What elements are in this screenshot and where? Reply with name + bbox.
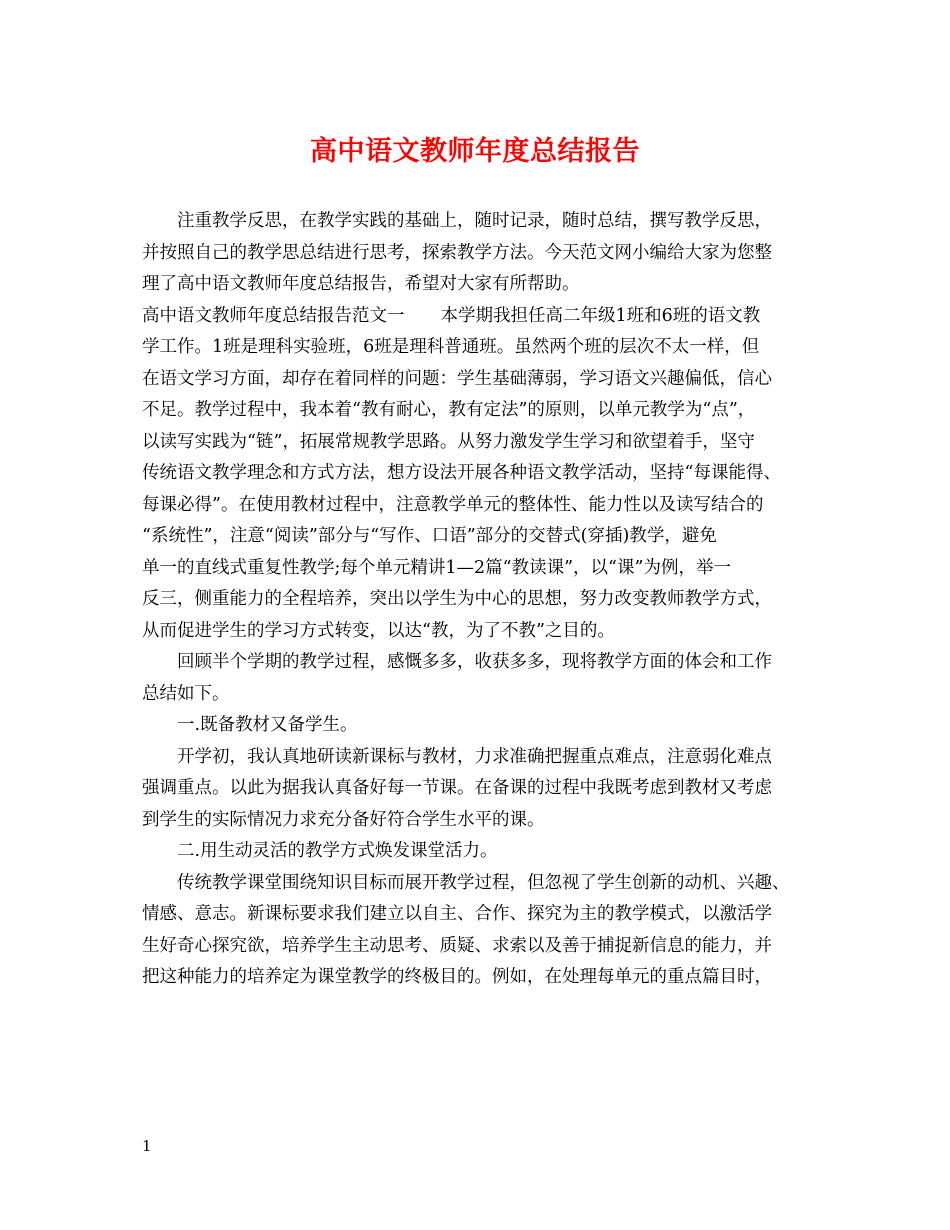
sample-line: 以读写实践为“链”，拓展常规教学思路。从努力激发学生学习和欲望着手，坚守 <box>142 431 755 452</box>
section-line: 生好奇心探究欲，培养学生主动思考、质疑、求索以及善于捕捉新信息的能力，并 <box>142 935 772 956</box>
intro-line: 理了高中语文教师年度总结报告，希望对大家有所帮助。 <box>142 274 580 294</box>
sample-line: 传统语文教学理念和方式方法，想方设法开展各种语文教学活动，坚持“每课能得、 <box>142 463 781 483</box>
document-title: 高中语文教师年度总结报告 <box>310 136 640 167</box>
sample-line: 反三，侧重能力的全程培养，突出以学生为中心的思想，努力改变教师教学方式， <box>142 589 772 609</box>
document-body <box>142 206 822 994</box>
sample-line: 每课必得”。在使用教材过程中，注意教学单元的整体性、能力性以及读写结合的 <box>142 494 764 515</box>
sample-first-line: 本学期我担任高二年级1班和6班的语文教 <box>440 305 761 326</box>
review-line: 回顾半个学期的教学过程，感慨多多，收获多多，现将教学方面的体会和工作 <box>177 652 772 672</box>
section-line: 强调重点。以此为据我认真备好每一节课。在备课的过程中我既考虑到教材又考虑 <box>142 778 772 798</box>
sample-heading: 高中语文教师年度总结报告范文一 <box>142 305 405 326</box>
section-line: 情感、意志。新课标要求我们建立以自主、合作、探究为主的教学模式，以激活学 <box>142 904 772 924</box>
section-line: 传统教学课堂围绕知识目标而展开教学过程，但忽视了学生创新的动机、兴趣、 <box>177 872 790 893</box>
section-line: 到学生的实际情况力求充分备好符合学生水平的课。 <box>142 809 545 830</box>
sample-line: 从而促进学生的学习方式转变，以达“教，为了不教”之目的。 <box>142 620 615 641</box>
intro-line: 注重教学反思，在教学实践的基础上，随时记录，随时总结，撰写教学反思， <box>177 211 772 231</box>
section-heading: 一.既备教材又备学生。 <box>177 715 358 735</box>
intro-line: 并按照自己的教学思总结进行思考，探索教学方法。今天范文网小编给大家为您整 <box>142 242 772 263</box>
sample-line: 在语文学习方面，却存在着同样的问题：学生基础薄弱，学习语文兴趣偏低，信心 <box>142 368 772 389</box>
sample-line: “系统性”，注意“阅读”部分与“写作、口语”部分的交替式(穿插)教学，避免 <box>142 526 717 546</box>
sample-line: 单一的直线式重复性教学;每个单元精讲1—2篇“教读课”，以“课”为例，举一 <box>142 557 731 578</box>
review-line: 总结如下。 <box>142 683 230 704</box>
section-heading: 二.用生动灵活的教学方式焕发课堂活力。 <box>177 841 498 861</box>
sample-line: 学工作。1班是理科实验班，6班是理科普通班。虽然两个班的层次不太一样，但 <box>142 337 760 357</box>
section-line: 把这种能力的培养定为课堂教学的终极目的。例如，在处理每单元的重点篇目时， <box>142 967 772 987</box>
sample-heading-line <box>142 301 822 333</box>
section-line: 开学初，我认真地研读新课标与教材，力求准确把握重点难点，注意弱化难点 <box>177 746 772 767</box>
page-number: 1 <box>142 1137 152 1155</box>
sample-line: 不足。教学过程中，我本着“教有耐心，教有定法”的原则，以单元教学为“点”， <box>142 400 756 420</box>
